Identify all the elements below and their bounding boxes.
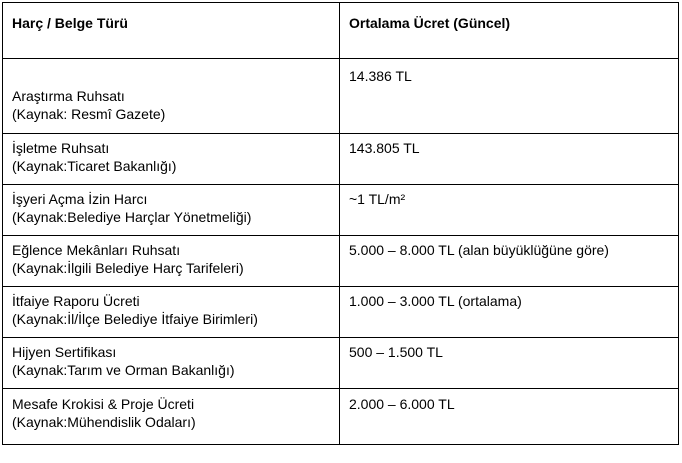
table-row — [3, 389, 679, 445]
table-row — [3, 236, 679, 287]
document-name: İşyeri Açma İzin Harcı — [12, 191, 148, 207]
fee-cell: 5.000 – 8.000 TL (alan büyüklüğüne göre) — [340, 236, 679, 287]
document-source: (Kaynak:Mühendislik Odaları) — [12, 414, 196, 430]
document-source: (Kaynak:Ticaret Bakanlığı) — [12, 158, 177, 174]
document-type-cell — [3, 287, 340, 338]
fee-cell: 2.000 – 6.000 TL — [340, 389, 679, 445]
document-name: Mesafe Krokisi & Proje Ücreti — [12, 396, 195, 412]
document-name: İşletme Ruhsatı — [12, 140, 110, 156]
document-type-cell — [3, 236, 340, 287]
fee-table — [2, 2, 679, 445]
table-header-row — [3, 3, 679, 59]
document-type-cell — [3, 59, 340, 134]
fee-cell: ~1 TL/m² — [340, 185, 679, 236]
document-type-cell — [3, 338, 340, 389]
fee-cell: 1.000 – 3.000 TL (ortalama) — [340, 287, 679, 338]
document-source: (Kaynak:Belediye Harçlar Yönetmeliği) — [12, 209, 252, 225]
fee-cell: 14.386 TL — [340, 59, 679, 134]
document-source: (Kaynak: Resmî Gazete) — [12, 106, 166, 122]
document-name: İtfaiye Raporu Ücreti — [12, 293, 140, 309]
header-average-fee: Ortalama Ücret (Güncel) — [340, 3, 679, 59]
document-name: Eğlence Mekânları Ruhsatı — [12, 242, 181, 258]
table-row — [3, 287, 679, 338]
fee-cell: 143.805 TL — [340, 134, 679, 185]
document-type-cell — [3, 185, 340, 236]
document-name: Hijyen Sertifikası — [12, 344, 117, 360]
table-row — [3, 338, 679, 389]
document-source: (Kaynak:İl/İlçe Belediye İtfaiye Birimleri) — [12, 311, 258, 327]
table-row — [3, 185, 679, 236]
document-type-cell — [3, 389, 340, 445]
table-row — [3, 59, 679, 134]
document-source: (Kaynak:İlgili Belediye Harç Tarifeleri) — [12, 260, 244, 276]
fee-cell: 500 – 1.500 TL — [340, 338, 679, 389]
document-type-cell — [3, 134, 340, 185]
document-name: Araştırma Ruhsatı — [12, 88, 125, 104]
document-source: (Kaynak:Tarım ve Orman Bakanlığı) — [12, 362, 235, 378]
table-row — [3, 134, 679, 185]
header-document-type: Harç / Belge Türü — [3, 3, 340, 59]
